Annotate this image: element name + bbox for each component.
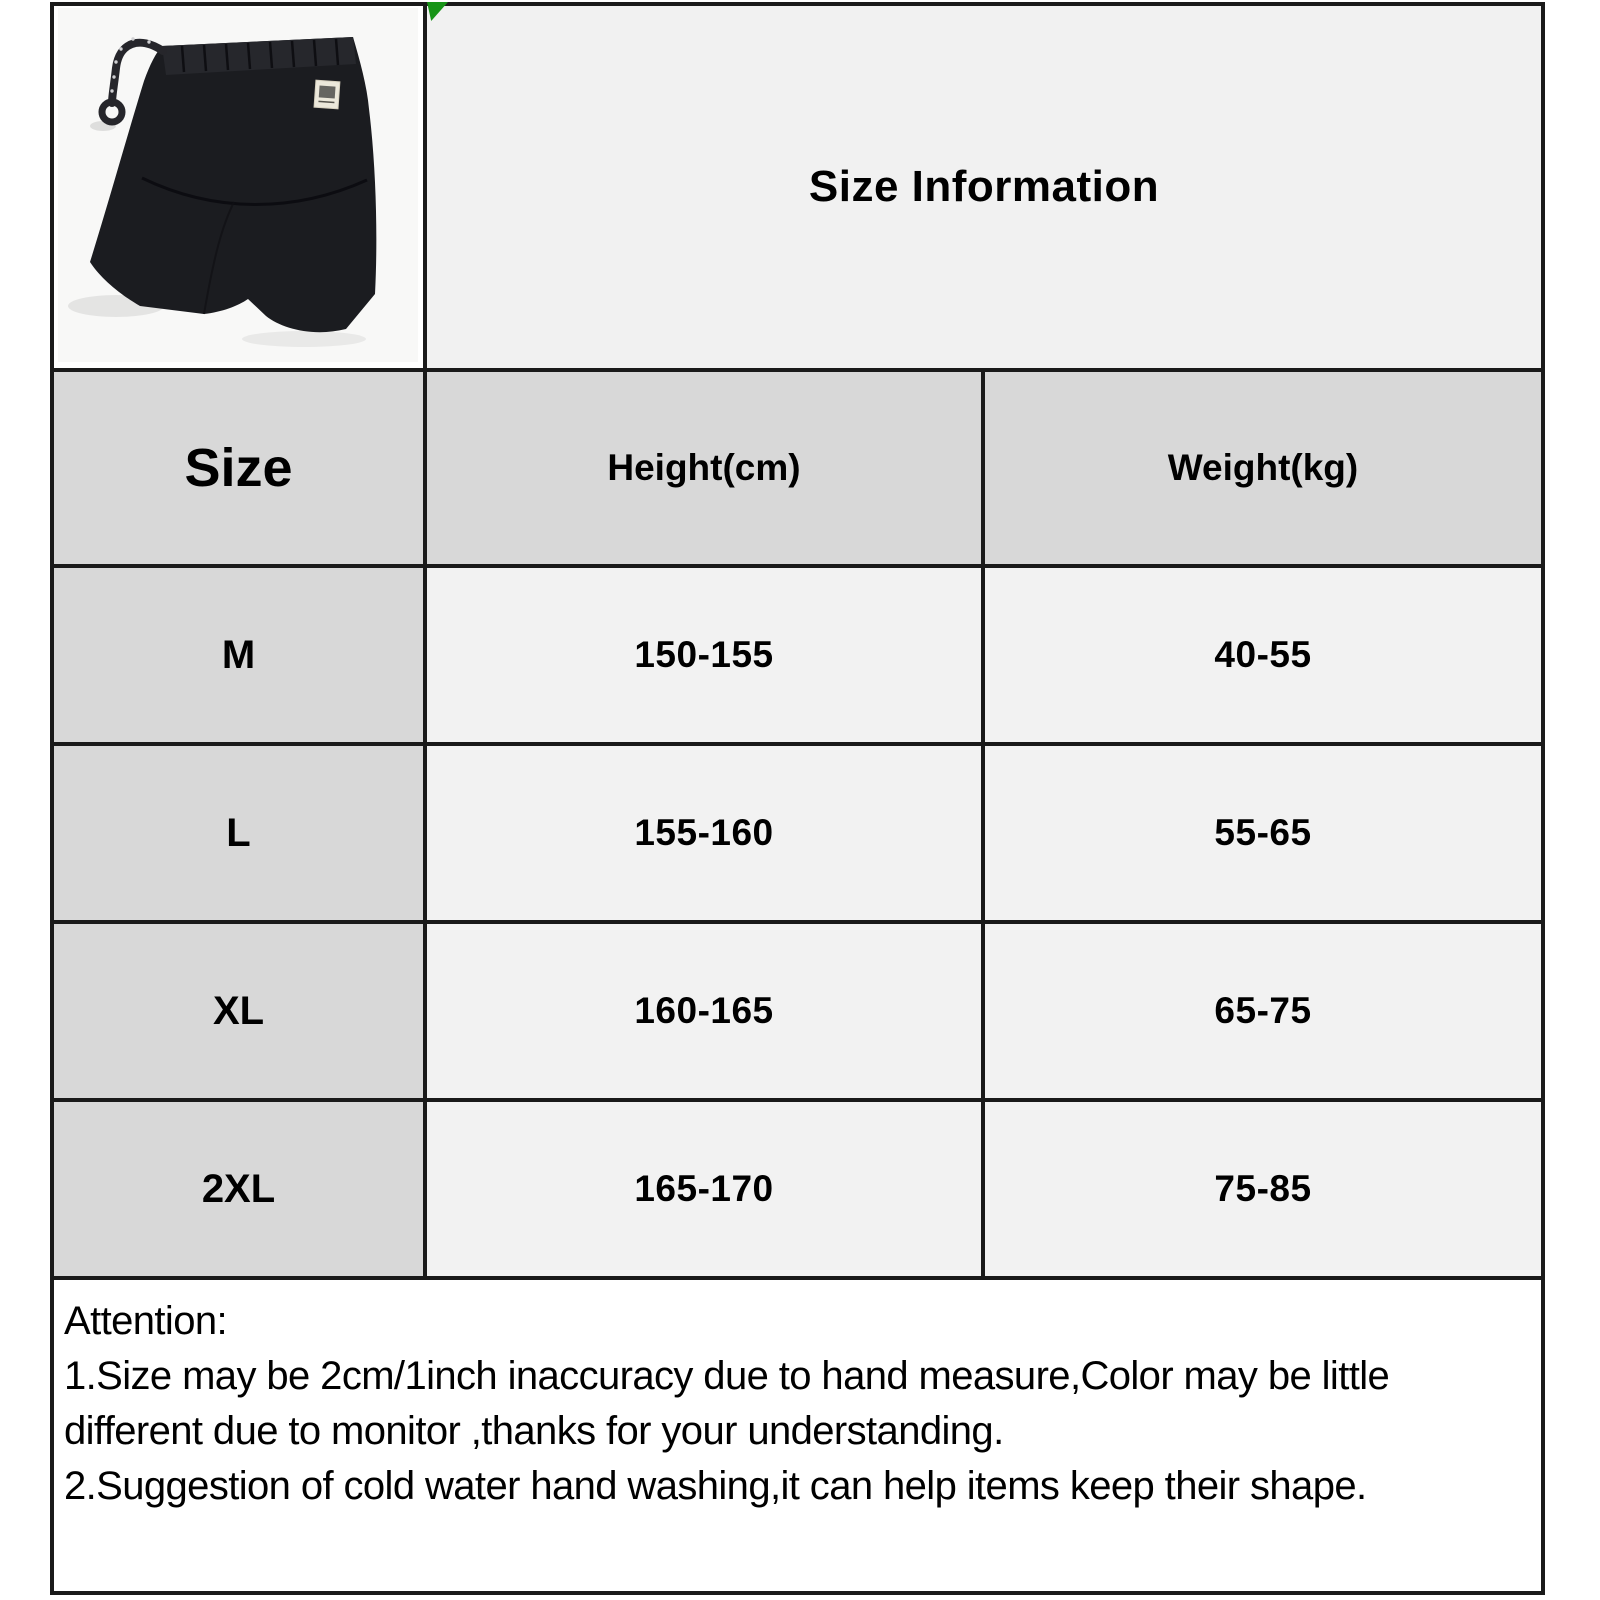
weight-value-2xl: 75-85 [985, 1102, 1541, 1280]
size-label-xl: XL [54, 924, 427, 1102]
shorts-photo-graphic [54, 6, 423, 368]
product-image [54, 6, 427, 372]
height-value-l: 155-160 [427, 746, 985, 924]
height-value-xl: 160-165 [427, 924, 985, 1102]
page-title: Size Information [808, 162, 1160, 211]
size-label-m: M [54, 568, 427, 746]
attention-title: Attention: [64, 1299, 228, 1343]
weight-value-xl: 65-75 [985, 924, 1541, 1102]
height-value-2xl: 165-170 [427, 1102, 985, 1280]
column-header-weight: Weight(kg) [985, 372, 1541, 568]
label-patch [314, 80, 340, 109]
column-header-size: Size [54, 372, 427, 568]
attention-section [54, 1280, 1541, 1591]
size-table [50, 2, 1545, 1595]
size-label-l: L [54, 746, 427, 924]
title-cell [427, 6, 1541, 372]
weight-value-l: 55-65 [985, 746, 1541, 924]
size-label-2xl: 2XL [54, 1102, 427, 1280]
column-header-height: Height(cm) [427, 372, 985, 568]
weight-value-m: 40-55 [985, 568, 1541, 746]
height-value-m: 150-155 [427, 568, 985, 746]
attention-note-1: 1.Size may be 2cm/1inch inaccuracy due to hand measure,Color may be little different due to monitor ,thanks for your understanding. [64, 1354, 1390, 1453]
attention-note-2: 2.Suggestion of cold water hand washing,it can help items keep their shape. [64, 1464, 1367, 1508]
